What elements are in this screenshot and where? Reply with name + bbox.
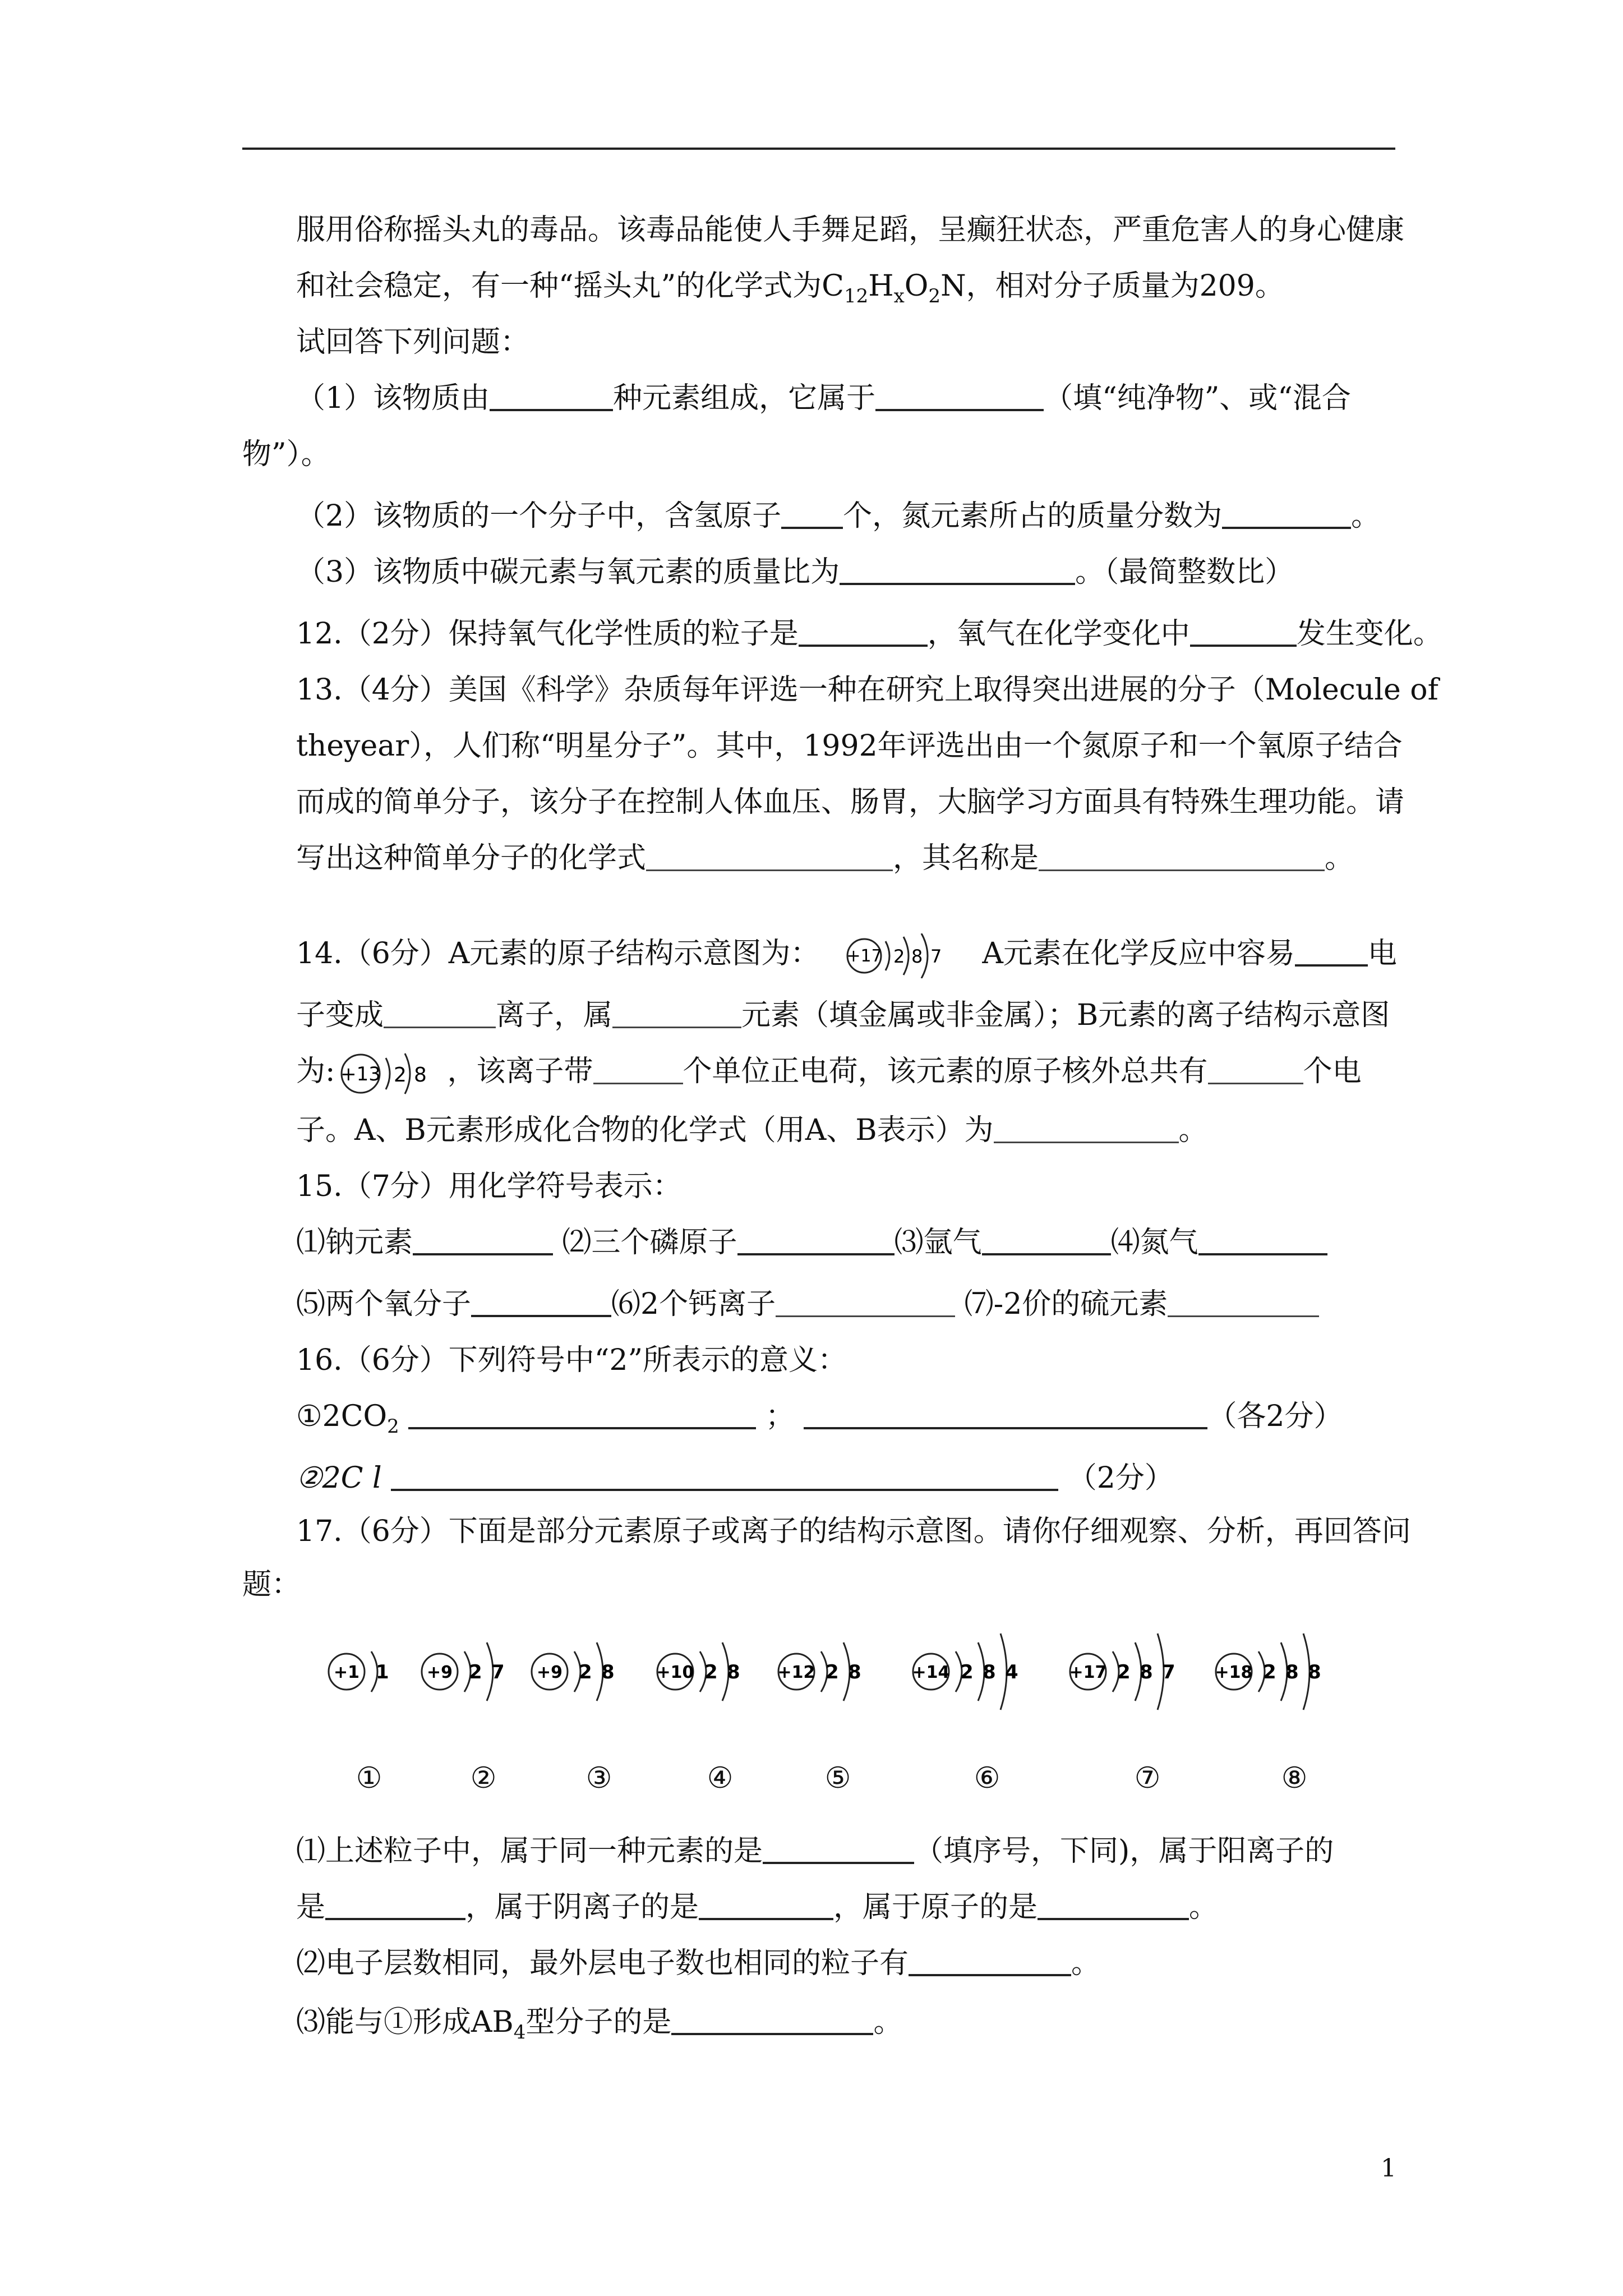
diagram-label: ④: [707, 1761, 734, 1795]
nucleus-charge: +18: [1215, 1663, 1253, 1682]
q17-sub-1-cont: 是 ，属于阴离子的是 ，属于原子的是 。: [296, 1885, 1218, 1930]
nucleus-charge: +17: [846, 946, 882, 966]
diagram-label: ①: [356, 1761, 382, 1795]
q13-line-4: 写出这种简单分子的化学式 ，其名称是 。: [296, 841, 1354, 875]
q16-row-1: $①2CO_2$ ； （各2分）: [296, 1394, 1343, 1449]
q15-row-2: ⑸两个氧分子 ⑹2个钙离子 ⑺-2价的硫元素: [296, 1282, 1319, 1327]
q14-line-1: 14.（6分）A元素的原子结构示意图为： +17 2 8 7 A元素在化学反应中容易 电: [296, 931, 1397, 978]
answer-blank[interactable]: [1208, 1053, 1303, 1084]
answer-blank[interactable]: [763, 1833, 914, 1864]
answer-blank[interactable]: [612, 997, 741, 1028]
shell-count: 4: [1005, 1661, 1018, 1683]
answer-blank[interactable]: [408, 1398, 756, 1429]
intro-line-2: 和社会稳定，有一种“摇头丸”的化学式为$C_{12}H_xO_2N$，相对分子质量为209。: [296, 269, 1284, 307]
answer-blank[interactable]: [593, 1053, 683, 1084]
shell-count: 8: [413, 1063, 427, 1087]
nucleus-charge: +9: [536, 1663, 563, 1682]
shell-count: 7: [1162, 1661, 1175, 1683]
q11-part1: （1）该物质由 种元素组成，它属于 （填“纯净物”、或“混合: [296, 376, 1351, 421]
q15-row-1: ⑴钠元素 ⑵三个磷原子 ⑶氩气 ⑷氮气: [296, 1220, 1327, 1265]
answer-blank[interactable]: [1168, 1286, 1319, 1317]
answer-blank[interactable]: [994, 1112, 1179, 1143]
q13-line-1: 13.（4分）美国《科学》杂质每年评选一种在研究上取得突出进展的分子（Molecule of: [296, 673, 1438, 707]
nucleus-charge: +17: [1069, 1663, 1107, 1682]
q17-sub-2: ⑵电子层数相同，最外层电子数也相同的粒子有 。: [296, 1941, 1100, 1986]
shell-count: 8: [848, 1661, 861, 1683]
answer-blank[interactable]: [391, 1460, 1058, 1491]
structure-diagram: [329, 1651, 389, 1692]
shell-count: 2: [579, 1661, 592, 1683]
structure-diagram: [422, 1642, 505, 1701]
shell-count: 8: [1140, 1661, 1153, 1683]
q17-sub-3: ⑶能与①形成$AB_4$型分子的是 。: [296, 2000, 902, 2055]
answer-blank[interactable]: [325, 1889, 465, 1920]
q11-part2: （2）该物质的一个分子中，含氢原子 个，氮元素所占的质量分数为 。: [296, 494, 1380, 539]
answer-blank[interactable]: [413, 1224, 553, 1255]
answer-blank[interactable]: [384, 997, 496, 1028]
q16-row-2: ②2C l （2分）: [296, 1456, 1174, 1501]
answer-blank[interactable]: [1190, 615, 1297, 647]
atom-diagram-b: [335, 1051, 448, 1096]
shell-count: 2: [1263, 1661, 1276, 1683]
structure-diagram: [912, 1634, 1018, 1710]
diagram-label: ⑦: [1134, 1761, 1161, 1795]
shell-count: 8: [1285, 1661, 1299, 1683]
atom-diagram-a: [819, 933, 982, 978]
shell-count: 1: [376, 1661, 389, 1683]
nucleus-charge: +12: [777, 1663, 815, 1682]
structure-diagram: [778, 1642, 861, 1701]
diagram-label: ②: [470, 1761, 497, 1795]
q16-title: 16.（6分）下列符号中“2”所表示的意义：: [296, 1343, 847, 1377]
answer-blank[interactable]: [1038, 1889, 1189, 1920]
nucleus-charge: +13: [340, 1062, 381, 1085]
q15-title: 15.（7分）用化学符号表示：: [296, 1170, 682, 1203]
answer-blank[interactable]: [781, 498, 843, 529]
nucleus-charge: +1: [333, 1663, 360, 1682]
q17-line-1: 17.（6分）下面是部分元素原子或离子的结构示意图。请你仔细观察、分析，再回答问: [296, 1515, 1411, 1548]
diagram-label: ⑥: [974, 1761, 1000, 1795]
intro-line-3: 试回答下列问题：: [296, 325, 530, 359]
atom-diagram-b-svg: [335, 1051, 448, 1096]
shell-count: 8: [601, 1661, 615, 1683]
shell-arc: [886, 941, 889, 970]
answer-blank[interactable]: [646, 840, 893, 871]
answer-blank[interactable]: [875, 380, 1044, 411]
answer-blank[interactable]: [840, 554, 1075, 585]
answer-blank[interactable]: [471, 1286, 611, 1317]
answer-blank[interactable]: [490, 380, 613, 411]
shell-count: 7: [491, 1661, 505, 1683]
q13-line-2: theyear），人们称“明星分子”。其中，1992年评选出由一个氮原子和一个氧原子结合: [296, 729, 1403, 763]
answer-blank[interactable]: [1222, 498, 1351, 529]
answer-blank[interactable]: [909, 1945, 1071, 1976]
structure-diagram: [532, 1642, 615, 1701]
shell-count: 8: [1308, 1661, 1321, 1683]
shell-count: 8: [727, 1661, 740, 1683]
nucleus-charge: +10: [656, 1663, 694, 1682]
shell-count: 8: [983, 1661, 996, 1683]
q17-sub-1: ⑴上述粒子中，属于同一种元素的是 （填序号，下同)，属于阳离子的: [296, 1829, 1334, 1874]
answer-blank[interactable]: [982, 1224, 1111, 1255]
shell-count: 2: [960, 1661, 974, 1683]
structure-diagrams: [314, 1616, 1368, 1728]
page-number: 1: [1381, 2154, 1396, 2183]
answer-blank[interactable]: [776, 1286, 955, 1317]
atom-diagram-a-svg: [819, 933, 982, 978]
answer-blank[interactable]: [1039, 840, 1325, 871]
shell-count: 2: [893, 945, 905, 967]
answer-blank[interactable]: [671, 2004, 873, 2035]
structure-diagram: [1069, 1634, 1175, 1710]
nucleus-charge: +14: [912, 1663, 950, 1682]
q14-line-4: 子。A、B元素形成化合物的化学式（用A、B表示）为 。: [296, 1114, 1208, 1147]
q12: 12.（2分）保持氧气化学性质的粒子是 ，氧气在化学变化中 发生变化。: [296, 611, 1442, 656]
structure-diagram: [657, 1642, 740, 1701]
shell-count: 2: [826, 1661, 839, 1683]
diagram-label: ③: [585, 1761, 612, 1795]
shell-count: 8: [911, 945, 923, 967]
shell-arc: [386, 1058, 390, 1089]
nucleus-charge: +9: [426, 1663, 453, 1682]
shell-count: 2: [704, 1661, 718, 1683]
diagram-label: ⑤: [824, 1761, 851, 1795]
header-rule: [242, 148, 1395, 150]
q14-line-3: 为: +13 2 8 ，该离子带 个单位正电荷，该元素的原子核外总共有 个电: [296, 1049, 1362, 1096]
shell-count: 7: [930, 945, 942, 967]
q11-part1-cont: 物”）。: [242, 438, 330, 471]
diagram-label: ⑧: [1281, 1761, 1308, 1795]
shell-count: 2: [393, 1063, 407, 1087]
q13-line-3: 而成的简单分子，该分子在控制人体血压、肠胃，大脑学习方面具有特殊生理功能。请: [296, 785, 1405, 819]
shell-count: 2: [469, 1661, 482, 1683]
q14-line-2: 子变成 离子，属 元素（填金属或非金属）；B元素的离子结构示意图: [296, 999, 1390, 1032]
answer-blank[interactable]: [799, 615, 928, 647]
answer-blank[interactable]: [1295, 935, 1368, 967]
q17-line-2: 题：: [242, 1568, 301, 1602]
intro-line-1: 服用俗称摇头丸的毒品。该毒品能使人手舞足蹈，呈癫狂状态，严重危害人的身心健康: [296, 213, 1405, 247]
q11-part3: （3）该物质中碳元素与氧元素的质量比为 。（最简整数比）: [296, 550, 1294, 595]
answer-blank[interactable]: [1198, 1224, 1327, 1255]
shell-count: 2: [1117, 1661, 1131, 1683]
answer-blank[interactable]: [804, 1398, 1207, 1429]
answer-blank[interactable]: [699, 1889, 833, 1920]
answer-blank[interactable]: [737, 1224, 895, 1255]
structure-diagram: [1215, 1634, 1321, 1710]
